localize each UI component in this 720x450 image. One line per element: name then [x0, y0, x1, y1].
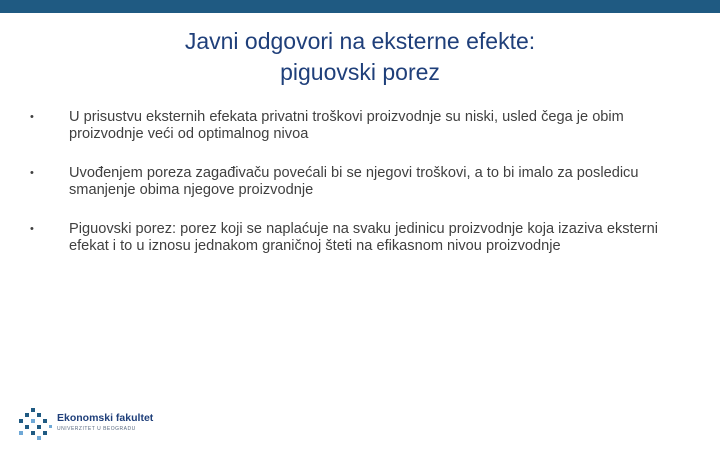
bullet-text: Piguovski porez: porez koji se naplaćuje na svaku jedinicu proizvodnje koja izaziva eksterni efekat i to u iznosu jednakom graničnoj šteti na efikasnom nivou proizvodnje — [69, 221, 658, 254]
top-bar — [0, 0, 720, 13]
bullet-item — [30, 165, 690, 199]
slide-title — [0, 26, 720, 88]
bullet-marker: • — [30, 223, 34, 235]
logo-subtitle: UNIVERZITET U BEOGRADU — [57, 426, 136, 432]
slide-title-line-2: piguovski porez — [280, 59, 440, 85]
bullet-marker: • — [30, 111, 34, 123]
logo-name: Ekonomski fakultet — [57, 412, 154, 424]
bullet-text: U prisustvu eksternih efekata privatni troškovi proizvodnje su niski, usled čega je obim proizvodnje veći od optimalnog nivoa — [69, 109, 624, 142]
bullet-item — [30, 221, 690, 255]
bullet-list — [30, 109, 690, 277]
bullet-text: Uvođenjem poreza zagađivaču povećali bi se njegovi troškovi, a to bi imalo za posledicu smanjenje obima njegove proizvodnje — [69, 165, 639, 198]
bullet-marker: • — [30, 167, 34, 179]
slide-title-line-1: Javni odgovori na eksterne efekte: — [184, 28, 536, 54]
bullet-item — [30, 109, 690, 143]
dotted-logo-icon — [17, 407, 53, 441]
faculty-logo — [17, 407, 157, 441]
